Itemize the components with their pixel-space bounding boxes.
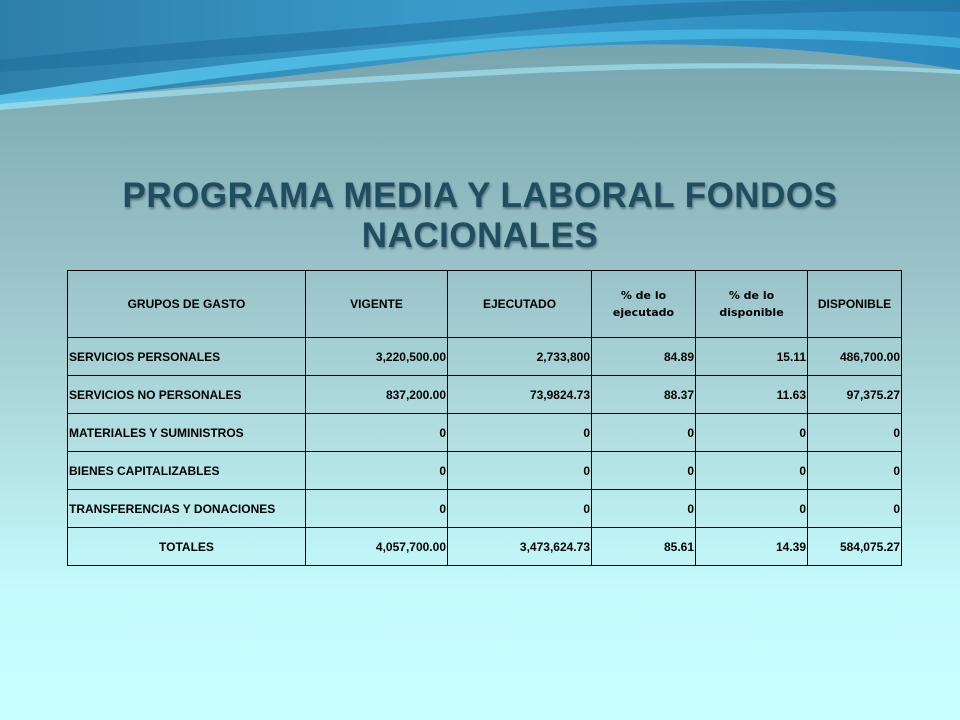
cell-ejecutado: 0 [448, 452, 592, 490]
col-header-pct-disponible: % de lo disponible [696, 271, 808, 338]
cell-ejecutado: 3,473,624.73 [448, 528, 592, 566]
cell-pct-disponible: 15.11 [696, 338, 808, 376]
page-title: PROGRAMA MEDIA Y LABORAL FONDOS NACIONALES [122, 176, 838, 255]
cell-grupo: SERVICIOS NO PERSONALES [68, 376, 306, 414]
totals-row [68, 528, 902, 566]
cell-disponible: 0 [808, 490, 902, 528]
col-header-grupo: GRUPOS DE GASTO [68, 271, 306, 338]
cell-pct-ejecutado: 84.89 [592, 338, 696, 376]
col-header-disponible: DISPONIBLE [808, 271, 902, 338]
cell-pct-ejecutado: 0 [592, 452, 696, 490]
table-row [68, 376, 902, 414]
cell-disponible: 0 [808, 452, 902, 490]
table-row [68, 338, 902, 376]
cell-disponible: 97,375.27 [808, 376, 902, 414]
cell-pct-ejecutado: 88.37 [592, 376, 696, 414]
budget-table [67, 270, 902, 566]
cell-vigente: 4,057,700.00 [306, 528, 448, 566]
cell-pct-disponible: 11.63 [696, 376, 808, 414]
cell-vigente: 0 [306, 490, 448, 528]
cell-pct-disponible: 0 [696, 452, 808, 490]
table-row [68, 414, 902, 452]
cell-vigente: 0 [306, 452, 448, 490]
cell-pct-ejecutado: 0 [592, 414, 696, 452]
col-header-ejecutado: EJECUTADO [448, 271, 592, 338]
cell-pct-ejecutado: 85.61 [592, 528, 696, 566]
col-header-vigente: VIGENTE [306, 271, 448, 338]
cell-pct-ejecutado: 0 [592, 490, 696, 528]
cell-grupo-totales: TOTALES [68, 528, 306, 566]
cell-vigente: 3,220,500.00 [306, 338, 448, 376]
cell-pct-disponible: 0 [696, 490, 808, 528]
cell-ejecutado: 0 [448, 490, 592, 528]
cell-grupo: TRANSFERENCIAS Y DONACIONES [68, 490, 306, 528]
table-row [68, 452, 902, 490]
cell-disponible: 486,700.00 [808, 338, 902, 376]
wave-decoration [0, 0, 960, 130]
table-header-row [68, 271, 902, 338]
cell-pct-disponible: 0 [696, 414, 808, 452]
cell-disponible: 0 [808, 414, 902, 452]
cell-vigente: 0 [306, 414, 448, 452]
cell-grupo: MATERIALES Y SUMINISTROS [68, 414, 306, 452]
cell-ejecutado: 2,733,800 [448, 338, 592, 376]
cell-ejecutado: 0 [448, 414, 592, 452]
cell-grupo: SERVICIOS PERSONALES [68, 338, 306, 376]
cell-ejecutado: 73,9824.73 [448, 376, 592, 414]
cell-disponible: 584,075.27 [808, 528, 902, 566]
cell-grupo: BIENES CAPITALIZABLES [68, 452, 306, 490]
cell-vigente: 837,200.00 [306, 376, 448, 414]
table-row [68, 490, 902, 528]
col-header-pct-ejecutado: % de lo ejecutado [592, 271, 696, 338]
cell-pct-disponible: 14.39 [696, 528, 808, 566]
